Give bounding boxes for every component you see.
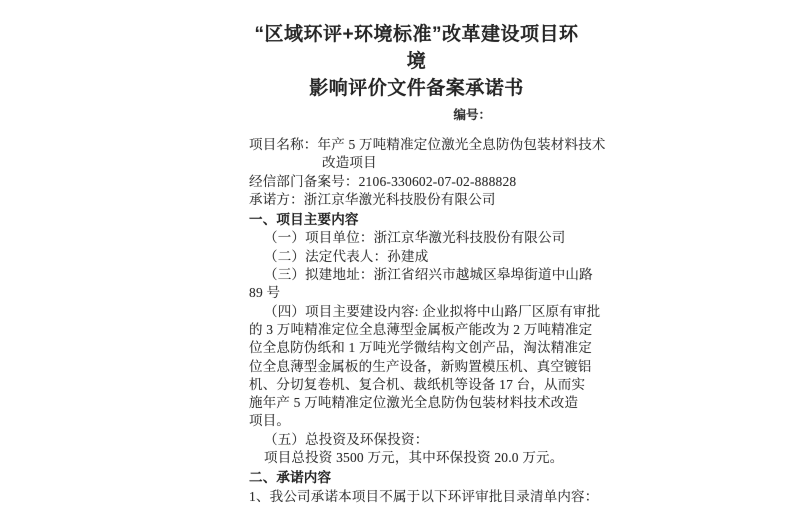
line-investment-amount: 项目总投资 3500 万元，其中环保投资 20.0 万元。 — [264, 450, 564, 466]
document-number-label: 编号： — [453, 108, 491, 122]
document-title-line-1: “区域环评+环境标准”改革建设项目环境 — [254, 24, 579, 72]
line-project-name-cont: 改造项目 — [322, 155, 377, 171]
line-project-unit: （一）项目单位：浙江京华激光科技股份有限公司 — [264, 230, 566, 246]
line-committer: 承诺方：浙江京华激光科技股份有限公司 — [249, 191, 496, 207]
line-filing-number: 经信部门备案号：2106-330602-07-02-888828 — [249, 173, 517, 189]
document-title — [249, 21, 584, 102]
line-construction-cont-6: 项目。 — [249, 413, 291, 429]
line-construction-cont-2: 位全息防伪纸和 1 万吨光学微结构文创产品，淘汰精准定 — [249, 340, 592, 356]
document-title-line-2: 影响评价文件备案承诺书 — [309, 78, 524, 99]
line-commitment-1: 1、我公司承诺本项目不属于以下环评审批目录清单内容： — [249, 488, 599, 504]
line-proposed-address-cont: 89 号 — [249, 285, 281, 301]
line-construction-cont-5: 施年产 5 万吨精准定位激光全息防伪包装材料技术改造 — [249, 395, 579, 411]
document-text-block — [249, 136, 606, 506]
document-number-field — [249, 105, 584, 123]
heading-section-2: 二、承诺内容 — [249, 470, 332, 486]
line-project-name: 项目名称：年产 5 万吨精准定位激光全息防伪包装材料技术 — [249, 137, 606, 152]
line-investment-heading: （五）总投资及环保投资： — [264, 431, 429, 447]
line-construction-cont-3: 位全息薄型金属板的生产设备，新购置模压机、真空镀铝 — [249, 358, 592, 374]
line-construction-cont-4: 机、分切复卷机、复合机、裁纸机等设备 17 台，从而实 — [249, 376, 586, 392]
heading-section-1: 一、项目主要内容 — [249, 212, 359, 228]
line-legal-representative: （二）法定代表人：孙建成 — [264, 248, 429, 264]
line-construction-content: （四）项目主要建设内容: 企业拟将中山路厂区原有审批 — [264, 303, 601, 319]
line-construction-cont-1: 的 3 万吨精准定位全息薄型金属板产能改为 2 万吨精准定 — [249, 321, 593, 337]
document-body — [249, 0, 606, 506]
line-proposed-address: （三）拟建地址：浙江省绍兴市越城区皋埠街道中山路 — [264, 267, 593, 283]
